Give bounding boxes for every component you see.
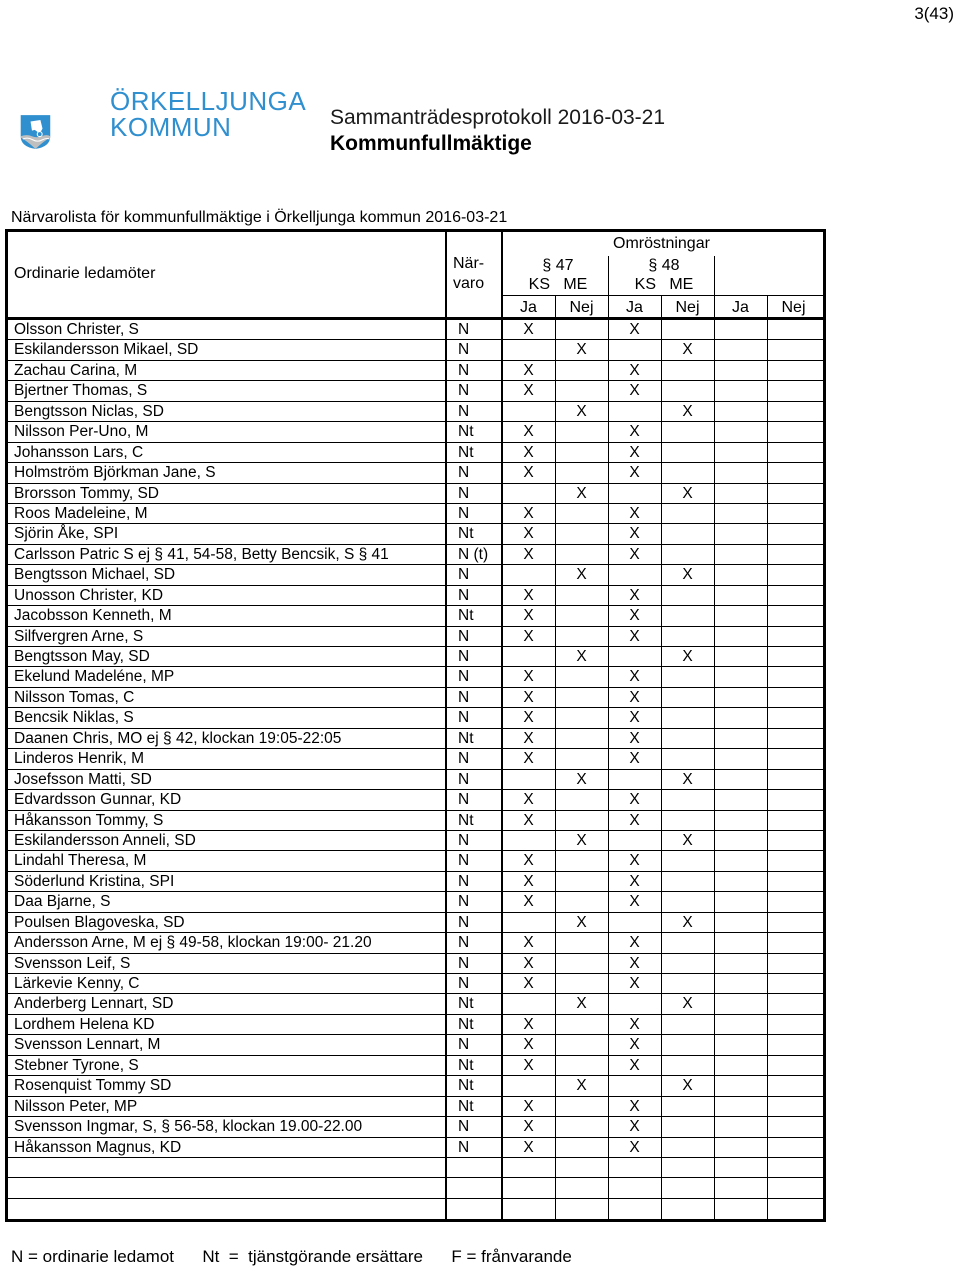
- presence-value: N: [458, 464, 470, 482]
- table-body: [8, 320, 823, 1222]
- presence-value: Nt: [458, 995, 474, 1013]
- table-row: [8, 994, 823, 1014]
- vote-ja-48-mark: X: [629, 545, 640, 563]
- member-name: Nilsson Per-Uno, M: [14, 423, 149, 441]
- table-row: [8, 688, 823, 708]
- vote-ja-47-mark: X: [523, 872, 534, 890]
- table-row: [8, 484, 823, 504]
- member-name: Holmström Björkman Jane, S: [14, 464, 216, 482]
- vote-ja-48-mark: X: [629, 688, 640, 706]
- vote-ja-47-mark: X: [523, 1056, 534, 1074]
- section-48-header: [624, 256, 704, 294]
- vote-ja-48-mark: X: [629, 934, 640, 952]
- table-row: [8, 565, 823, 585]
- vote-ja-47-mark: X: [523, 586, 534, 604]
- table-row: [8, 1035, 823, 1055]
- vote-ja-47-mark: X: [523, 791, 534, 809]
- vote-nej-48-mark: X: [682, 566, 693, 584]
- vote-ja-48-mark: X: [629, 627, 640, 645]
- presence-value: N: [458, 750, 470, 768]
- presence-value: N: [458, 1118, 470, 1136]
- member-name: Lärkevie Kenny, C: [14, 975, 140, 992]
- member-name: Håkansson Tommy, S: [14, 811, 164, 829]
- member-name: Linderos Henrik, M: [14, 750, 145, 768]
- member-name: Anderberg Lennart, SD: [14, 995, 174, 1013]
- table-row: [8, 647, 823, 667]
- vote-ja-48-mark: X: [629, 361, 640, 379]
- vote-nej-48-mark: X: [682, 402, 693, 420]
- vote-ja-47-mark: X: [523, 668, 534, 686]
- body-name: Kommunfullmäktige: [330, 132, 532, 155]
- vote-nej-47-mark: X: [576, 770, 587, 788]
- vote-ja-48-mark: X: [629, 811, 640, 829]
- vote-nej-48-mark: X: [682, 484, 693, 502]
- table-row: [8, 1138, 823, 1158]
- vote-nej-48-mark: X: [682, 913, 693, 931]
- vote-ja-48-mark: X: [629, 607, 640, 625]
- vote-ja-47-mark: X: [523, 975, 534, 992]
- presence-value: N: [458, 504, 470, 522]
- table-header: [8, 229, 823, 320]
- presence-header-line-1: När-: [453, 255, 485, 272]
- vote-ja-48-mark: X: [629, 1015, 640, 1033]
- presence-value: N: [458, 709, 470, 727]
- presence-value: Nt: [458, 423, 474, 441]
- table-row: [8, 708, 823, 728]
- presence-value: N: [458, 791, 470, 809]
- vote-ja-48-mark: X: [629, 893, 640, 911]
- voting-header: Omröstningar: [613, 235, 710, 252]
- member-name: Zachau Carina, M: [14, 361, 138, 379]
- member-name: Bengtsson Niclas, SD: [14, 402, 164, 420]
- member-name: Silfvergren Arne, S: [14, 627, 144, 645]
- presence-value: N: [458, 688, 470, 706]
- logo-emblem-icon: [20, 82, 110, 182]
- vote-ja-47-mark: X: [523, 525, 534, 543]
- vote-ja-48-mark: X: [629, 668, 640, 686]
- presence-value: N: [458, 1036, 470, 1054]
- member-name: Daa Bjarne, S: [14, 893, 111, 911]
- vote-ja-47-mark: X: [523, 1138, 534, 1156]
- vote-ja-47-mark: X: [523, 934, 534, 952]
- vote-ja-47-mark: X: [523, 750, 534, 768]
- table-row: [8, 340, 823, 360]
- vote-ja-47-mark: X: [523, 729, 534, 747]
- vote-ja-48-mark: X: [629, 954, 640, 972]
- presence-value: N: [458, 566, 470, 584]
- members-column-header: Ordinarie ledamöter: [14, 265, 156, 282]
- presence-value: N: [458, 770, 470, 788]
- vote-ja-47-mark: X: [523, 443, 534, 461]
- presence-value: N: [458, 893, 470, 911]
- presence-value: Nt: [458, 607, 474, 625]
- presence-value: N: [458, 341, 470, 359]
- presence-value: N: [458, 361, 470, 379]
- vote-nej-48-mark: X: [682, 831, 693, 849]
- vote-ja-48-mark: X: [629, 1118, 640, 1136]
- presence-value: Nt: [458, 811, 474, 829]
- vote-ja-48-mark: X: [629, 1036, 640, 1054]
- table-row: [8, 381, 823, 401]
- presence-value: N: [458, 484, 470, 502]
- ja-48-header: Ja: [626, 299, 643, 316]
- vote-ja-47-mark: X: [523, 1118, 534, 1136]
- table-row: [8, 463, 823, 483]
- presence-value: N: [458, 934, 470, 952]
- table-row: [8, 1158, 823, 1178]
- member-name: Nilsson Peter, MP: [14, 1097, 138, 1115]
- table-row: [8, 749, 823, 769]
- page-number: 3(43): [914, 4, 954, 23]
- presence-value: N: [458, 831, 470, 849]
- vote-ja-47-mark: X: [523, 321, 534, 338]
- protocol-title: Sammanträdesprotokoll 2016-03-21: [330, 106, 666, 129]
- vote-ja-48-mark: X: [629, 791, 640, 809]
- member-name: Sjörin Åke, SPI: [14, 525, 119, 543]
- table-row: [8, 729, 823, 749]
- table-row: [8, 361, 823, 381]
- presence-value: Nt: [458, 1097, 474, 1115]
- vote-ja-47-mark: X: [523, 893, 534, 911]
- table-caption: Närvarolista för kommunfullmäktige i Örkelljunga kommun 2016-03-21: [11, 209, 508, 226]
- member-name: Roos Madeleine, M: [14, 504, 148, 522]
- vote-nej-48-mark: X: [682, 770, 693, 788]
- member-name: Brorsson Tommy, SD: [14, 484, 159, 502]
- vote-ja-47-mark: X: [523, 688, 534, 706]
- presence-value: N: [458, 872, 470, 890]
- vote-ja-47-mark: X: [523, 627, 534, 645]
- member-name: Poulsen Blagoveska, SD: [14, 913, 185, 931]
- member-name: Svensson Leif, S: [14, 954, 131, 972]
- page-header: [330, 106, 665, 156]
- vote-ja-48-mark: X: [629, 709, 640, 727]
- table-row: [8, 1015, 823, 1035]
- table-row: [8, 606, 823, 626]
- table-row: [8, 667, 823, 687]
- table-row: [8, 851, 823, 871]
- member-name: Svensson Ingmar, S, § 56-58, klockan 19.00-22.00: [14, 1118, 363, 1136]
- member-name: Josefsson Matti, SD: [14, 770, 152, 788]
- member-name: Andersson Arne, M ej § 49-58, klockan 19:00- 21.20: [14, 934, 372, 952]
- ja-extra-header: Ja: [732, 299, 749, 316]
- table-row: [8, 443, 823, 463]
- table-row: [8, 627, 823, 647]
- table-row: [8, 1056, 823, 1076]
- presence-value: Nt: [458, 443, 474, 461]
- vote-ja-48-mark: X: [629, 525, 640, 543]
- vote-nej-48-mark: X: [682, 648, 693, 665]
- vote-ja-48-mark: X: [629, 464, 640, 482]
- table-row: [8, 504, 823, 524]
- vote-nej-47-mark: X: [576, 648, 587, 665]
- vote-ja-47-mark: X: [523, 811, 534, 829]
- vote-nej-47-mark: X: [576, 402, 587, 420]
- vote-nej-48-mark: X: [682, 1077, 693, 1095]
- vote-ja-48-mark: X: [629, 443, 640, 461]
- table-row: [8, 933, 823, 953]
- member-name: Bengtsson Michael, SD: [14, 566, 176, 584]
- vote-ja-48-mark: X: [629, 750, 640, 768]
- section-47-sub: KS ME: [528, 276, 588, 293]
- presence-value: N: [458, 1138, 470, 1156]
- presence-value: N: [458, 382, 470, 400]
- vote-ja-47-mark: X: [523, 709, 534, 727]
- presence-value: N: [458, 648, 470, 665]
- presence-value: N: [458, 586, 470, 604]
- table-row: [8, 422, 823, 442]
- presence-value: N: [458, 321, 470, 338]
- member-name: Eskilandersson Mikael, SD: [14, 341, 199, 359]
- table-row: [8, 320, 823, 340]
- table-row: [8, 1076, 823, 1096]
- presence-value: N (t): [458, 545, 489, 563]
- nej-47-header: Nej: [569, 299, 594, 316]
- section-48-sub: KS ME: [634, 276, 694, 293]
- member-name: Carlsson Patric S ej § 41, 54-58, Betty Bencsik, S § 41: [14, 545, 389, 563]
- nej-extra-header: Nej: [781, 299, 806, 316]
- vote-ja-47-mark: X: [523, 1036, 534, 1054]
- presence-value: Nt: [458, 1077, 474, 1095]
- presence-value: Nt: [458, 729, 474, 747]
- member-name: Bencsik Niklas, S: [14, 709, 134, 727]
- attendance-table: [5, 229, 826, 1222]
- vote-ja-48-mark: X: [629, 852, 640, 870]
- table-row: [8, 586, 823, 606]
- legend: N = ordinarie ledamot Nt = tjänstgörande ersättare F = frånvarande: [11, 1247, 572, 1266]
- member-name: Olsson Christer, S: [14, 321, 139, 338]
- member-name: Bjertner Thomas, S: [14, 382, 148, 400]
- logo-line-1: ÖRKELLJUNGA: [110, 86, 307, 116]
- vote-ja-47-mark: X: [523, 545, 534, 563]
- vote-ja-47-mark: X: [523, 1015, 534, 1033]
- member-name: Edvardsson Gunnar, KD: [14, 791, 182, 809]
- nej-48-header: Nej: [675, 299, 700, 316]
- table-row: [8, 790, 823, 810]
- table-row: [8, 402, 823, 422]
- table-row: [8, 831, 823, 851]
- presence-value: N: [458, 402, 470, 420]
- presence-value: N: [458, 852, 470, 870]
- vote-ja-48-mark: X: [629, 321, 640, 338]
- vote-ja-47-mark: X: [523, 423, 534, 441]
- vote-ja-48-mark: X: [629, 586, 640, 604]
- presence-column-header: [453, 254, 484, 294]
- table-row: [8, 1097, 823, 1117]
- section-47-label: § 47: [542, 257, 574, 274]
- vote-nej-47-mark: X: [576, 566, 587, 584]
- vote-nej-47-mark: X: [576, 1077, 587, 1095]
- member-name: Johansson Lars, C: [14, 443, 144, 461]
- table-row: [8, 524, 823, 544]
- vote-ja-48-mark: X: [629, 1056, 640, 1074]
- table-row: [8, 1117, 823, 1137]
- presence-value: Nt: [458, 1056, 474, 1074]
- vote-ja-48-mark: X: [629, 975, 640, 992]
- ja-47-header: Ja: [520, 299, 537, 316]
- vote-nej-48-mark: X: [682, 341, 693, 359]
- vote-nej-48-mark: X: [682, 995, 693, 1013]
- section-48-label: § 48: [648, 257, 680, 274]
- vote-ja-48-mark: X: [629, 1138, 640, 1156]
- section-47-header: [518, 256, 598, 294]
- member-name: Svensson Lennart, M: [14, 1036, 161, 1054]
- table-row: [8, 1199, 823, 1219]
- vote-ja-47-mark: X: [523, 361, 534, 379]
- vote-ja-47-mark: X: [523, 504, 534, 522]
- table-row: [8, 913, 823, 933]
- vote-nej-47-mark: X: [576, 484, 587, 502]
- member-name: Lindahl Theresa, M: [14, 852, 147, 870]
- member-name: Söderlund Kristina, SPI: [14, 872, 175, 890]
- member-name: Unosson Christer, KD: [14, 586, 164, 604]
- table-row: [8, 545, 823, 565]
- member-name: Rosenquist Tommy SD: [14, 1077, 172, 1095]
- table-row: [8, 770, 823, 790]
- table-row: [8, 811, 823, 831]
- table-row: [8, 1178, 823, 1198]
- vote-ja-47-mark: X: [523, 464, 534, 482]
- member-name: Jacobsson Kenneth, M: [14, 607, 172, 625]
- vote-nej-47-mark: X: [576, 831, 587, 849]
- member-name: Ekelund Madeléne, MP: [14, 668, 175, 686]
- table-row: [8, 872, 823, 892]
- member-name: Lordhem Helena KD: [14, 1015, 155, 1033]
- vote-nej-47-mark: X: [576, 913, 587, 931]
- vote-nej-47-mark: X: [576, 995, 587, 1013]
- member-name: Nilsson Tomas, C: [14, 688, 135, 706]
- vote-ja-48-mark: X: [629, 729, 640, 747]
- presence-header-line-2: varo: [453, 275, 485, 292]
- vote-ja-47-mark: X: [523, 852, 534, 870]
- vote-nej-47-mark: X: [576, 341, 587, 359]
- member-name: Daanen Chris, MO ej § 42, klockan 19:05-22:05: [14, 729, 342, 747]
- presence-value: N: [458, 668, 470, 686]
- member-name: Eskilandersson Anneli, SD: [14, 831, 196, 849]
- table-row: [8, 892, 823, 912]
- presence-value: N: [458, 975, 470, 992]
- presence-value: N: [458, 954, 470, 972]
- vote-ja-47-mark: X: [523, 954, 534, 972]
- vote-ja-48-mark: X: [629, 504, 640, 522]
- vote-ja-48-mark: X: [629, 423, 640, 441]
- vote-ja-48-mark: X: [629, 382, 640, 400]
- member-name: Håkansson Magnus, KD: [14, 1138, 182, 1156]
- presence-value: N: [458, 627, 470, 645]
- vote-ja-48-mark: X: [629, 872, 640, 890]
- member-name: Bengtsson May, SD: [14, 648, 150, 665]
- vote-ja-47-mark: X: [523, 607, 534, 625]
- presence-value: N: [458, 913, 470, 931]
- logo-line-2: KOMMUN: [110, 112, 232, 142]
- table-row: [8, 974, 823, 994]
- vote-ja-48-mark: X: [629, 1097, 640, 1115]
- vote-ja-47-mark: X: [523, 382, 534, 400]
- presence-value: Nt: [458, 525, 474, 543]
- presence-value: Nt: [458, 1015, 474, 1033]
- table-row: [8, 954, 823, 974]
- member-name: Stebner Tyrone, S: [14, 1056, 139, 1074]
- vote-ja-47-mark: X: [523, 1097, 534, 1115]
